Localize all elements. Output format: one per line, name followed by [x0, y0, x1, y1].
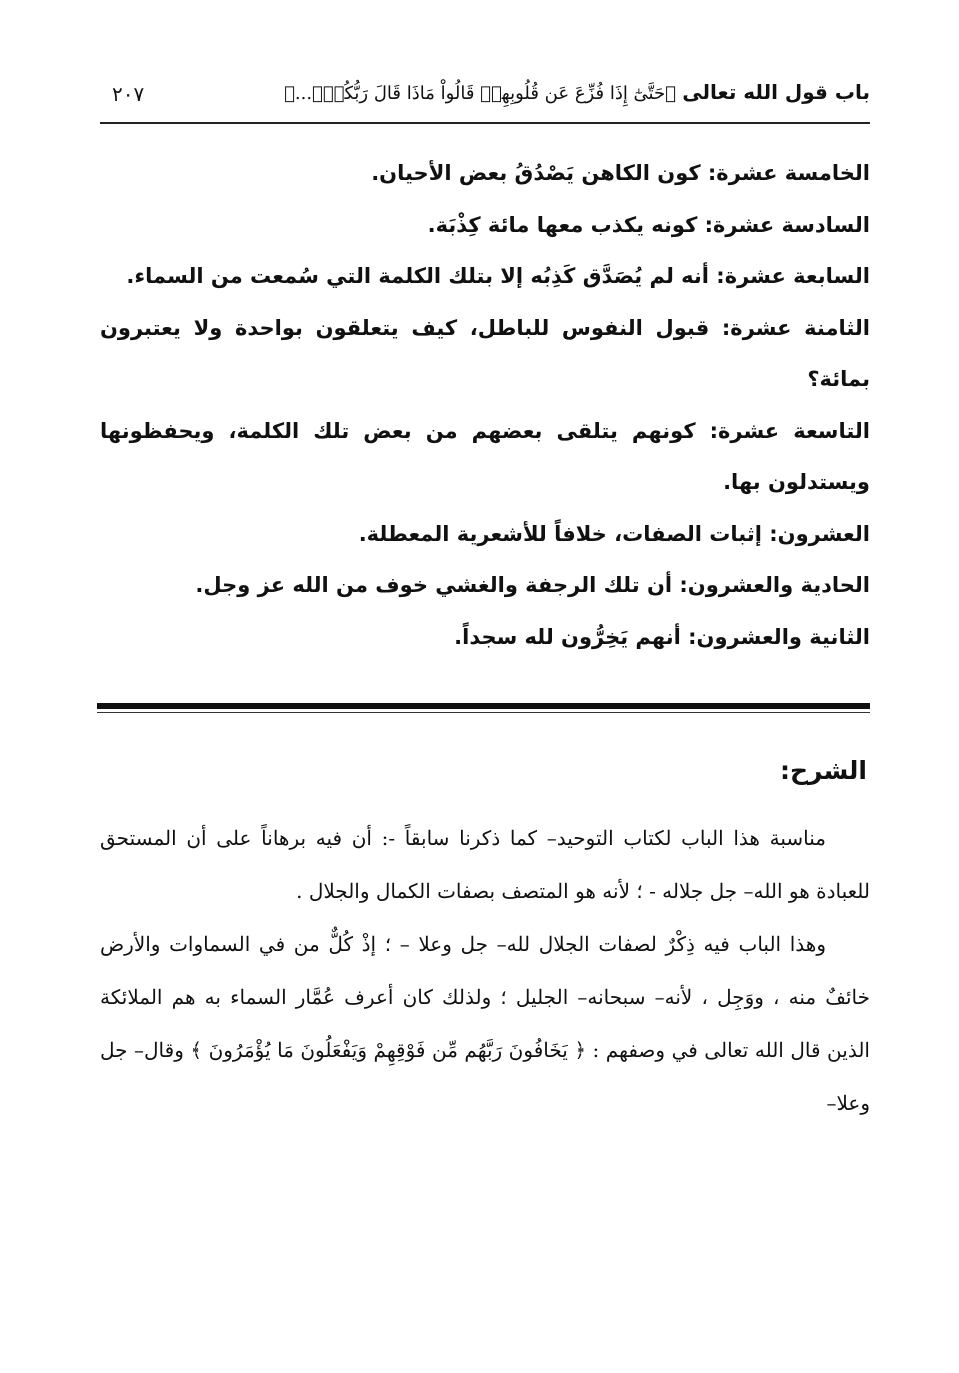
sharh-paragraph-1: مناسبة هذا الباب لكتاب التوحيد– كما ذكرنا سابقاً -: أن فيه برهاناً على أن المستحق للعبادة هو الله– جل جلاله - ؛ لأنه هو المتصف بصفات الكمال والجلال . [100, 826, 870, 903]
chapter-title [284, 80, 870, 104]
masala-20: العشرون: إثبات الصفات، خلافاً للأشعرية المعطلة. [358, 521, 870, 546]
chapter-prefix: باب قول الله تعالى [682, 80, 870, 104]
sharh-paragraph-2 [100, 918, 870, 1130]
sharh-paragraph-2-tail: وقال– جل وعلا– [100, 1038, 870, 1115]
masala-21: الحادية والعشرون: أن تلك الرجفة والغشي خوف من الله عز وجل. [195, 573, 870, 597]
running-header [100, 76, 870, 116]
chapter-verse: ﴿حَتَّىٰٓ إِذَا فُزِّعَ عَن قُلُوبِهِمۡ قَالُواْ مَاذَا قَالَ رَبُّكُمۡۖ...﴾ [284, 83, 676, 104]
quran-verse: ﴿ يَخَافُونَ رَبَّهُم مِّن فَوْقِهِمْ وَيَفْعَلُونَ مَا يُؤْمَرُونَ ﴾ [190, 1038, 587, 1062]
sharh-heading: الشرح: [780, 756, 867, 785]
section-divider-thick [97, 703, 870, 709]
sharh-paragraph-2-text: وهذا الباب فيه ذِكْرٌ لصفات الجلال لله– جل وعلا – ؛ إذْ كُلٌّ من في السماوات والأرض خائفٌ منه ، ووَجِل ، لأنه– سبحانه– الجليل ؛ ولذلك كان أعرف عُمَّار السماء به هم الملائكة الذين قال الله تعالى في وصفهم : [100, 932, 870, 1062]
masala-18: الثامنة عشرة: قبول النفوس للباطل، كيف يتعلقون بواحدة ولا يعتبرون بمائة؟ [100, 315, 870, 391]
masala-17: السابعة عشرة: أنه لم يُصَدَّق كَذِبُه إلا بتلك الكلمة التي سُمعت من السماء. [126, 264, 870, 288]
section-divider-thin [97, 712, 870, 713]
masala-15: الخامسة عشرة: كون الكاهن يَصْدُقُ بعض الأحيان. [371, 161, 870, 185]
masala-16: السادسة عشرة: كونه يكذب معها مائة كِذْبَة. [427, 212, 870, 237]
sharh-body [100, 812, 870, 1130]
masala-22: الثانية والعشرون: أنهم يَخِرُّون لله سجداً. [454, 624, 870, 649]
page-number: ٢٠٧ [112, 82, 145, 106]
header-divider [100, 122, 870, 124]
masala-19: التاسعة عشرة: كونهم يتلقى بعضهم من بعض تلك الكلمة، ويحفظونها ويستدلون بها. [100, 418, 870, 494]
masael-list [100, 148, 870, 663]
